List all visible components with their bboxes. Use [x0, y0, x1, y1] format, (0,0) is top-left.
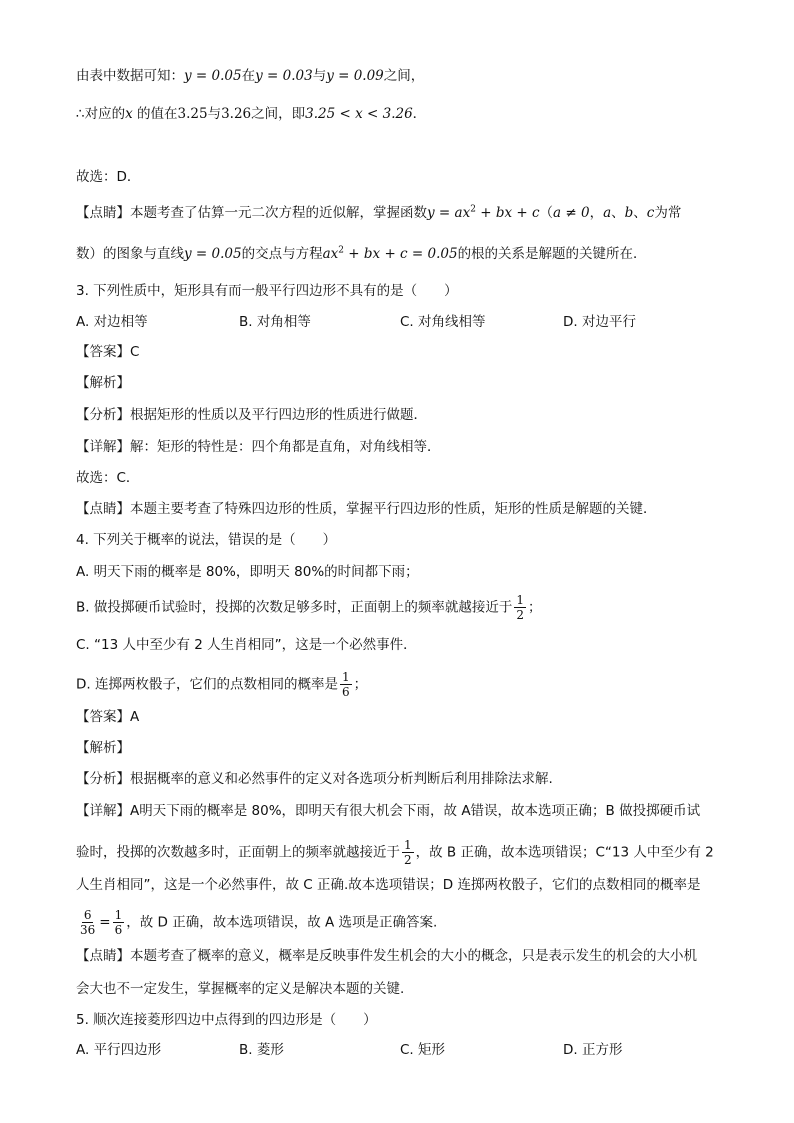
- question-4-option-a: A. 明天下雨的概率是 80%，即明天 80%的时间都下雨；: [76, 564, 419, 580]
- text: ，故 D 正确，故本选项错误，故 A 选项是正确答案.: [126, 914, 438, 931]
- analysis-3: 【分析】根据矩形的性质以及平行四边形的性质进行做题．: [76, 407, 427, 423]
- option-d: D. 正方形: [563, 1042, 623, 1058]
- text: ，故 B 正确，故本选项错误；C“13 人中至少有 2: [415, 844, 714, 861]
- math-expr: + bx + c: [475, 205, 540, 221]
- text: （: [539, 205, 554, 221]
- text: ；: [353, 676, 368, 693]
- math-var: c: [646, 205, 655, 221]
- option-b: B. 对角相等: [239, 314, 311, 330]
- analysis-4: 【分析】根据概率的意义和必然事件的定义对各选项分析判断后利用排除法求解.: [76, 771, 553, 787]
- text: 的交点与方程: [241, 246, 323, 262]
- text: 【点睛】本题考查了估算一元二次方程的近似解，掌握函数: [76, 205, 427, 221]
- math-expr: y = 0.09: [326, 68, 384, 84]
- math-expr: y = ax: [427, 205, 471, 221]
- analysis-header-3: 【解析】: [76, 375, 130, 391]
- math-number: 3.26: [221, 106, 252, 122]
- text-line-1: [76, 66, 424, 86]
- text: 的值在: [132, 106, 178, 122]
- text: 在: [241, 68, 256, 84]
- math-expr: ax: [322, 246, 339, 262]
- fraction: [340, 670, 352, 699]
- select-3: 故选：C．: [76, 470, 140, 486]
- math-expr: y = 0.05: [184, 68, 242, 84]
- question-5-options: [76, 1040, 736, 1060]
- numerator: 1: [114, 908, 123, 922]
- text: ．: [412, 106, 427, 122]
- question-4-option-c: C. “13 人中至少有 2 人生肖相同”，这是一个必然事件．: [76, 637, 417, 653]
- math-number: 3.25: [177, 106, 208, 122]
- numerator: 1: [404, 838, 412, 852]
- question-4-option-b: [76, 593, 541, 622]
- numerator: 1: [341, 670, 350, 684]
- text: 的根的关系是解题的关键所在．: [457, 246, 647, 262]
- denominator: 2: [516, 608, 524, 622]
- option-a: A. 对边相等: [76, 314, 148, 330]
- answer-4: 【答案】A: [76, 709, 140, 725]
- superscript: 2: [470, 204, 476, 215]
- math-var: a: [603, 205, 612, 221]
- text: 与: [207, 106, 222, 122]
- text-line-4: [76, 203, 681, 223]
- fraction: [514, 593, 526, 622]
- question-3-options: [76, 312, 736, 332]
- detail-3: 【详解】解：矩形的特性是：四个角都是直角，对角线相等．: [76, 439, 441, 455]
- text: 与: [312, 68, 327, 84]
- fraction: [402, 838, 414, 867]
- numerator: 6: [83, 908, 92, 922]
- text: 、: [611, 205, 625, 221]
- text-line-5: [76, 244, 647, 264]
- fraction: [78, 908, 97, 937]
- text: ，: [589, 205, 604, 221]
- text: 之间，: [383, 68, 425, 84]
- math-expr: a ≠ 0: [553, 205, 590, 221]
- question-4-option-d: [76, 670, 367, 699]
- text: 之间，即: [251, 106, 306, 122]
- denominator: 6: [114, 923, 123, 937]
- math-expr: y = 0.05: [184, 246, 242, 262]
- comment-4-line-2: 会大也不一定发生，掌握概率的定义是解决本题的关键.: [76, 981, 405, 997]
- comment-3: 【点睛】本题主要考查了特殊四边形的性质，掌握平行四边形的性质，矩形的性质是解题的关键．: [76, 501, 657, 517]
- text: D. 连掷两枚骰子，它们的点数相同的概率是: [76, 676, 338, 693]
- numerator: 1: [516, 593, 524, 607]
- option-a: A. 平行四边形: [76, 1042, 162, 1058]
- text: 由表中数据可知：: [76, 68, 184, 84]
- detail-4-line-4: [76, 908, 437, 937]
- question-3-stem: 3. 下列性质中，矩形具有而一般平行四边形不具有的是（ ）: [76, 283, 458, 299]
- text: 验时，投掷的次数越多时，正面朝上的频率就越接近于: [76, 844, 400, 861]
- answer-3: 【答案】C: [76, 344, 140, 360]
- text: 、: [633, 205, 647, 221]
- text: 为常: [654, 205, 682, 221]
- detail-4-line-2: [76, 838, 714, 867]
- text: ；: [527, 599, 542, 616]
- denominator: 6: [341, 685, 350, 699]
- question-4-stem: 4. 下列关于概率的说法，错误的是（ ）: [76, 532, 337, 548]
- math-expr: + bx + c = 0.05: [344, 246, 458, 262]
- text: ∴对应的: [76, 106, 126, 122]
- math-expr: y = 0.03: [255, 68, 313, 84]
- text-line-3: 故选：D．: [76, 169, 141, 185]
- detail-4-line-3: 人生肖相同”，这是一个必然事件，故 C 正确.故本选项错误；D 连掷两枚骰子，它们的点数相同的概率是: [76, 877, 701, 893]
- option-c: C. 矩形: [400, 1042, 446, 1058]
- analysis-header-4: 【解析】: [76, 740, 130, 756]
- superscript: 2: [338, 245, 344, 256]
- comment-4-line-1: 【点睛】本题考查了概率的意义，概率是反映事件发生机会的大小的概念，只是表示发生的机会的大小机: [76, 948, 697, 964]
- fraction: [113, 908, 125, 937]
- question-5-stem: 5. 顺次连接菱形四边中点得到的四边形是（ ）: [76, 1012, 377, 1028]
- option-d: D. 对边平行: [563, 314, 636, 330]
- math-var: b: [624, 205, 634, 221]
- option-c: C. 对角线相等: [400, 314, 486, 330]
- math-var: x: [125, 106, 133, 122]
- detail-4-line-1: 【详解】A明天下雨的概率是 80%，即明天有很大机会下雨，故 A错误，故本选项正确；B 做投掷硬币试: [76, 803, 701, 819]
- text-line-2: [76, 104, 426, 124]
- text: 数）的图象与直线: [76, 246, 184, 262]
- denominator: 2: [404, 853, 412, 867]
- option-b: B. 菱形: [239, 1042, 284, 1058]
- text: B. 做投掷硬币试验时，投掷的次数足够多时，正面朝上的频率就越接近于: [76, 599, 513, 616]
- equals-sign: =: [99, 914, 111, 931]
- denominator: 36: [80, 923, 96, 937]
- math-inequality: 3.25 < x < 3.26: [305, 106, 413, 122]
